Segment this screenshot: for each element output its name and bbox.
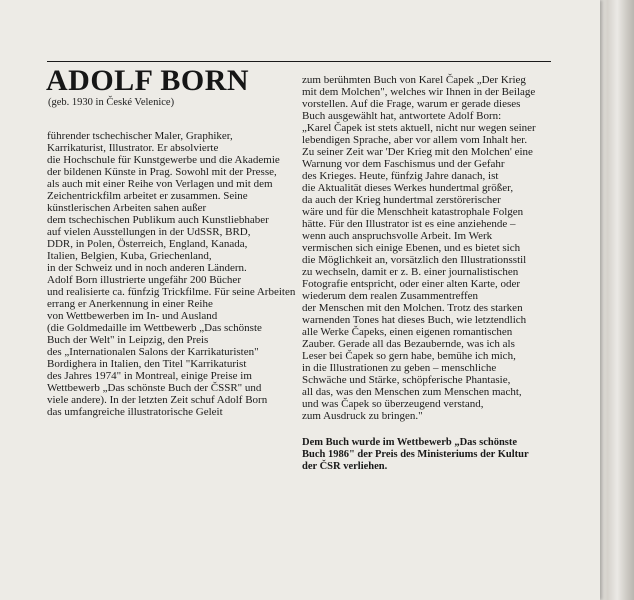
award-line: der ČSR verliehen.: [302, 461, 388, 472]
award-note: [302, 437, 562, 473]
right-line: wiederum dem realen Zusammentreffen: [302, 290, 479, 302]
right-line: wenn auch anspruchsvolle Arbeit. Im Werk: [302, 230, 493, 242]
left-line: von Wettbewerben im In- und Ausland: [47, 310, 218, 322]
right-line: alle Werke Čapeks, einen eigenen romantischen: [302, 326, 513, 338]
right-line: hätte. Für den Illustrator ist es eine anziehende –: [302, 218, 516, 230]
right-line: wäre und für die Menschheit katastrophale Folgen: [302, 206, 524, 218]
right-line: Warnung vor dem Faschismus und der Gefahr: [302, 158, 505, 170]
right-line: die Möglichkeit an, vorsätzlich den Illustrationsstil: [302, 254, 527, 266]
article-title: ADOLF BORN: [46, 64, 250, 97]
left-line: Bordighera in Italien, den Titel "Karrikaturist: [47, 358, 247, 370]
left-line: (die Goldmedaille im Wettbewerb „Das schönste: [47, 322, 262, 334]
left-line: Italien, Belgien, Kuba, Griechenland,: [47, 250, 212, 262]
left-line: und realisierte ca. fünfzig Trickfilme. Für seine Arbeiten: [47, 286, 296, 298]
right-line: zum Ausdruck zu bringen.": [302, 410, 423, 422]
right-line: Fotografie entspricht, oder einer alten Karte, oder: [302, 278, 521, 290]
left-line: DDR, in Polen, Österreich, England, Kanada,: [47, 238, 248, 250]
left-line: führender tschechischer Maler, Graphiker,: [47, 130, 233, 142]
left-line: der bildenen Künste in Prag. Sowohl mit der Presse,: [47, 166, 277, 178]
left-line: viele andere). In der letzten Zeit schuf Adolf Born: [47, 394, 268, 406]
right-line: des Krieges. Heute, fünfzig Jahre danach, ist: [302, 170, 499, 182]
left-line: dem tschechischen Publikum auch Kunstliebhaber: [47, 214, 269, 226]
left-line: Wettbewerb „Das schönste Buch der ČSSR" und: [47, 382, 262, 394]
right-line: warnenden Tones hat dieses Buch, wie letztendlich: [302, 314, 527, 326]
left-column: [47, 130, 297, 418]
right-line: lebendigen Sprache, aber vor allem vom Inhalt her.: [302, 134, 528, 146]
right-line: zum berühmten Buch von Karel Čapek „Der Krieg: [302, 74, 526, 86]
right-line: da auch der Krieg hundertmal zerstörerischer: [302, 194, 501, 206]
top-rule: [47, 61, 551, 62]
award-line: Dem Buch wurde im Wettbewerb „Das schönste: [302, 437, 518, 448]
right-line: mit dem Molchen", welches wir Ihnen in der Beilage: [302, 86, 536, 98]
right-line: zu wechseln, damit er z. B. einer journalistischen: [302, 266, 519, 278]
left-line: des „Internationalen Salons der Karrikaturisten": [47, 346, 259, 358]
right-line: Zauber. Gerade all das Bezaubernde, was ich als: [302, 338, 515, 350]
right-line: all das, was den Menschen zum Menschen macht,: [302, 386, 522, 398]
right-line: vorstellen. Auf die Frage, warum er gerade dieses: [302, 98, 521, 110]
right-line: und was Čapek so überzeugend verstand,: [302, 398, 484, 410]
right-line: der Menschen mit den Molchen. Trotz des starken: [302, 302, 523, 314]
left-line: Zeichentrickfilm arbeitet er zusammen. Seine: [47, 190, 248, 202]
left-line: das umfangreiche illustratorische Geleit: [47, 406, 223, 418]
left-line: die Hochschule für Kunstgewerbe und die Akademie: [47, 154, 280, 166]
left-line: Karrikaturist, Illustrator. Er absolvierte: [47, 142, 219, 154]
left-line: auf vielen Ausstellungen in der UdSSR, BRD,: [47, 226, 251, 238]
left-line: als auch mit einer Reihe von Verlagen und mit dem: [47, 178, 273, 190]
right-line: Zu seiner Zeit war 'Der Krieg mit den Molchen' eine: [302, 146, 533, 158]
left-line: des Jahres 1974" in Montreal, einige Preise im: [47, 370, 252, 382]
right-line: Buch ausgewählt hat, antwortete Adolf Born:: [302, 110, 502, 122]
right-line: Schwäche und Stärke, schöpferische Phantasie,: [302, 374, 511, 386]
right-line: die Aktualität dieses Werkes hundertmal größer,: [302, 182, 514, 194]
left-line: errang er Anerkennung in einer Reihe: [47, 298, 213, 310]
right-line: vermischen sich einige Ebenen, und es bietet sich: [302, 242, 521, 254]
left-line: künstlerischen Arbeiten sahen außer: [47, 202, 207, 214]
award-line: Buch 1986" der Preis des Ministeriums der Kultur: [302, 449, 529, 460]
article-subtitle: (geb. 1930 in České Velenice): [48, 97, 175, 108]
right-column: [302, 74, 572, 422]
left-line: Buch der Welt" in Leipzig, den Preis: [47, 334, 209, 346]
right-line: in die Illustrationen zu geben – menschliche: [302, 362, 497, 374]
left-line: in der Schweiz und in noch anderen Ländern.: [47, 262, 247, 274]
right-line: „Karel Čapek ist stets aktuell, nicht nur wegen seiner: [302, 122, 536, 134]
left-line: Adolf Born illustrierte ungefähr 200 Bücher: [47, 274, 241, 286]
right-line: Leser bei Čapek so gern habe, bemühe ich mich,: [302, 350, 516, 362]
